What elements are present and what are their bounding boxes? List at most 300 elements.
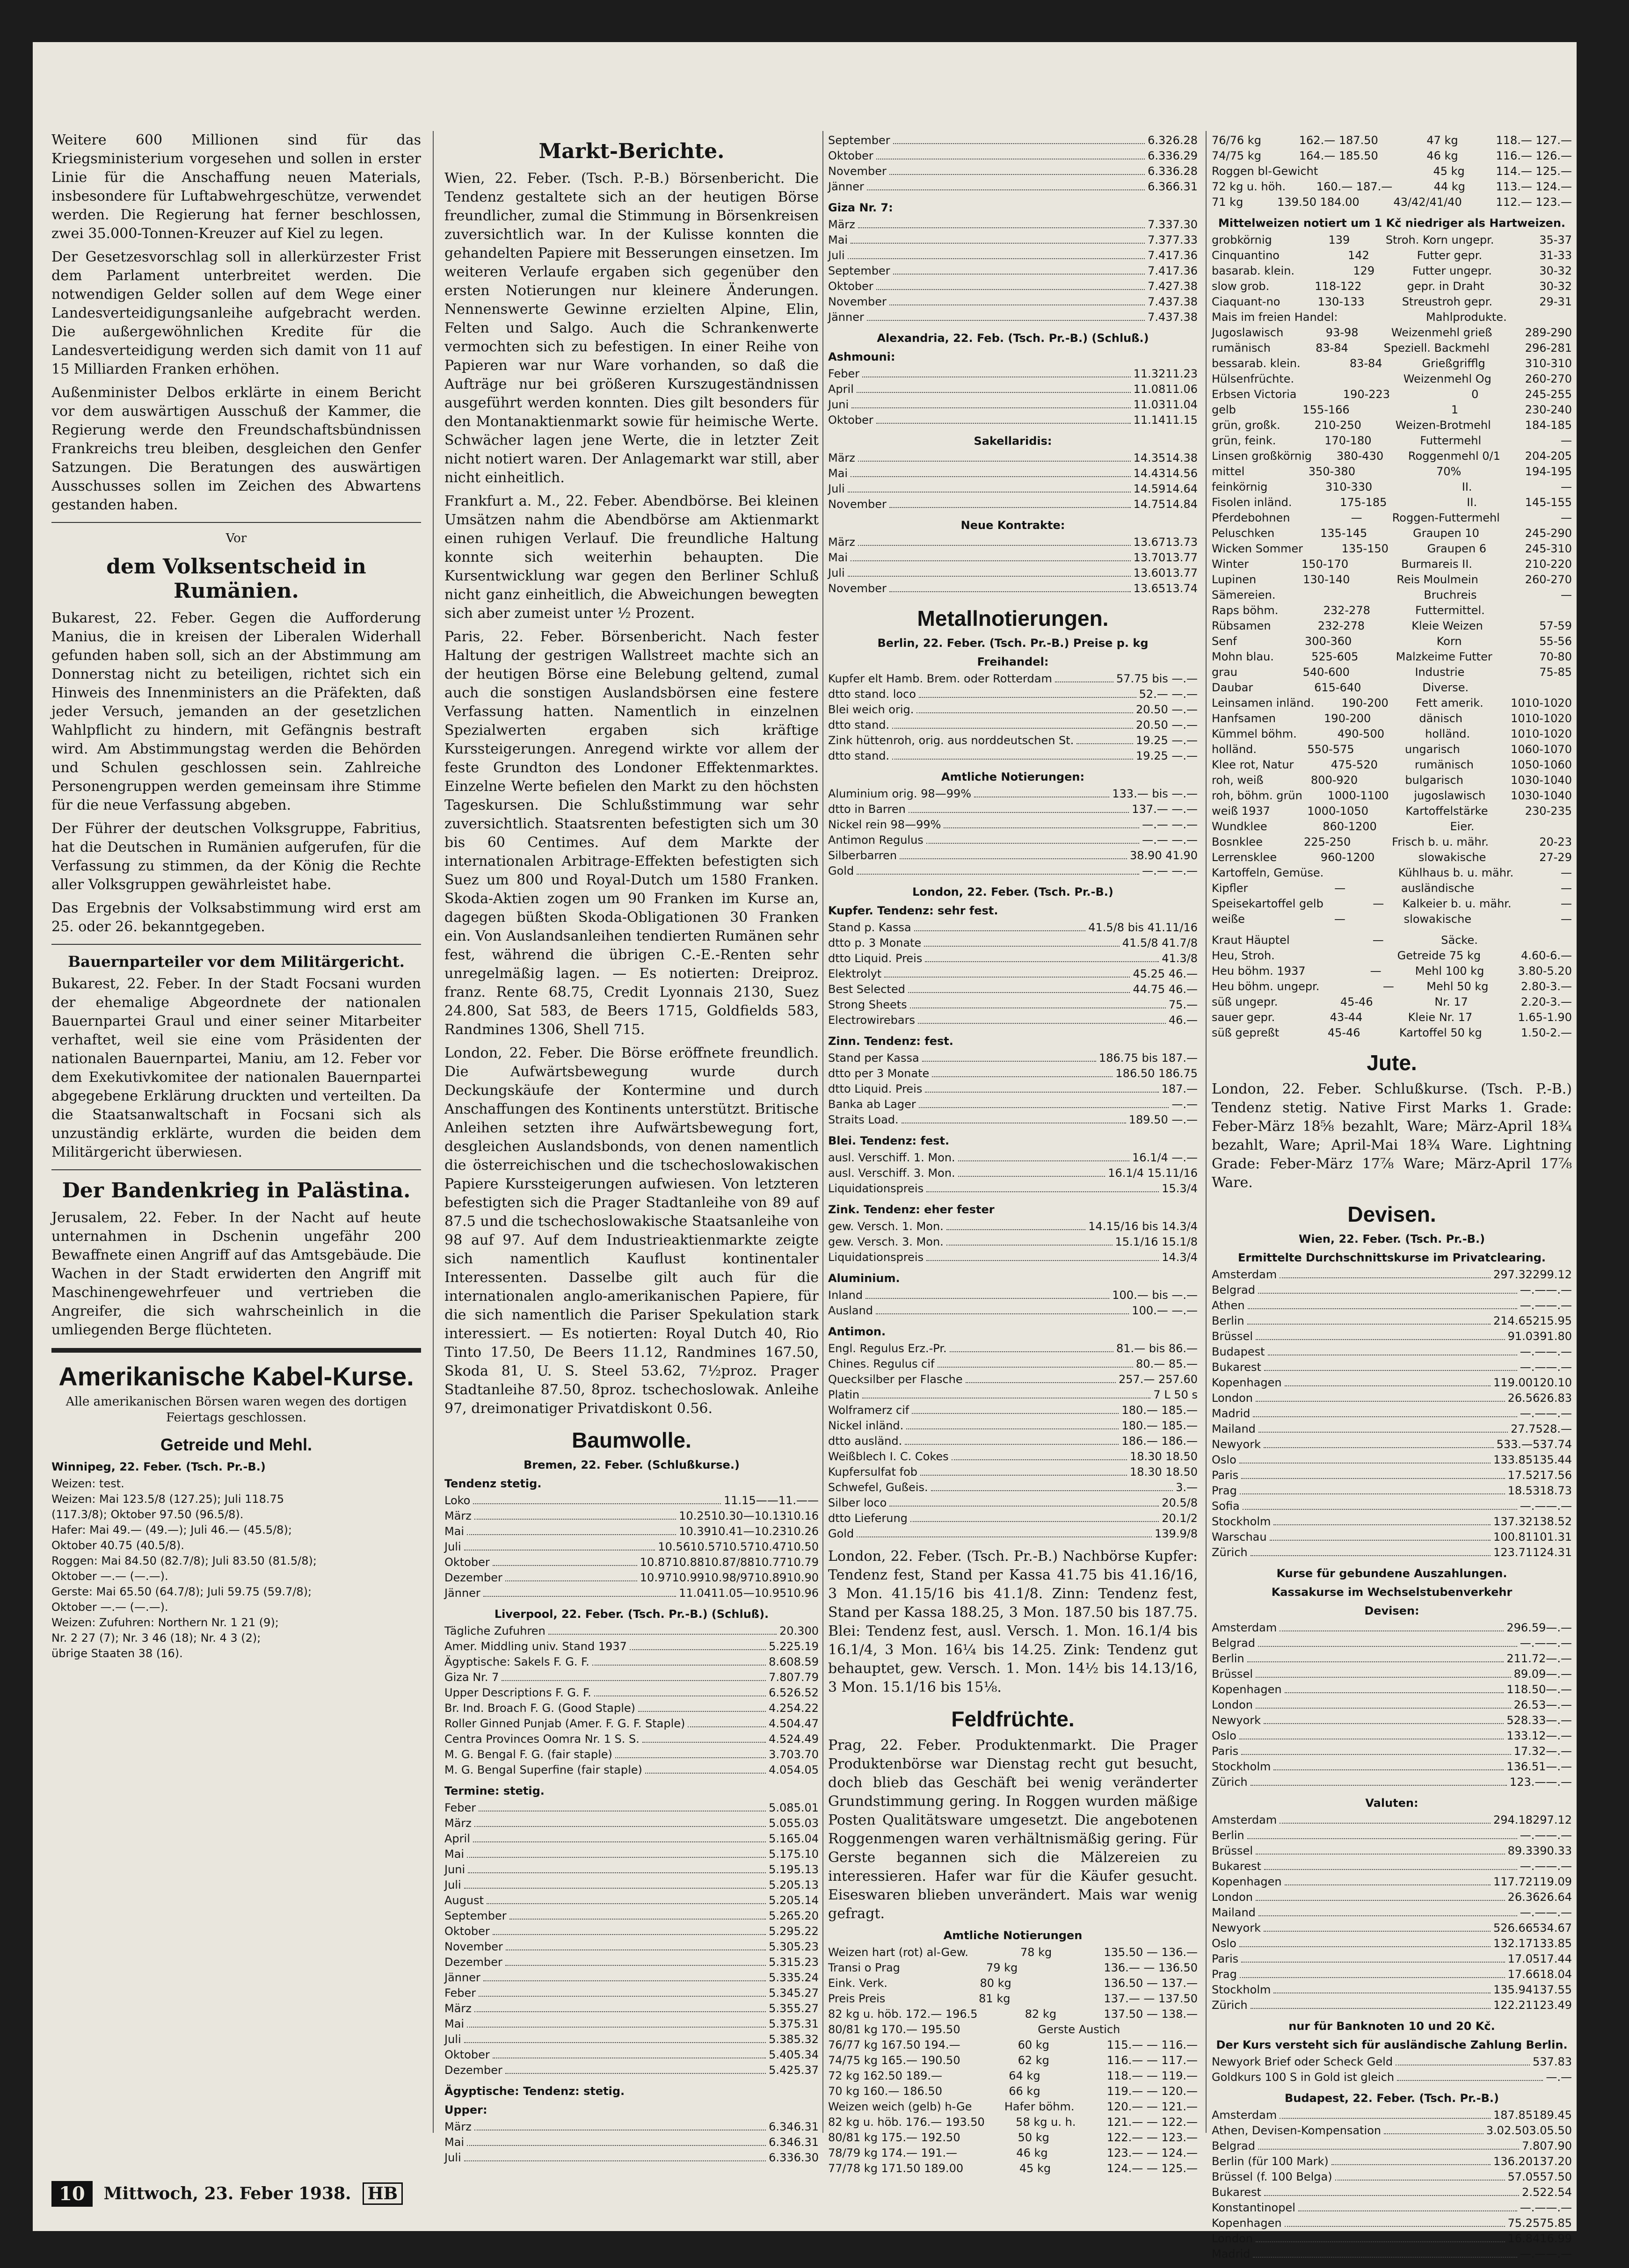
row-value: 70% <box>1436 465 1462 478</box>
table-row <box>1212 896 1572 912</box>
row-label: Weizen: test. <box>51 1477 124 1490</box>
leader-dots <box>638 1701 766 1712</box>
table-row <box>1212 1998 1572 2013</box>
table-row <box>828 966 1198 982</box>
table-row <box>828 671 1198 687</box>
row-label: Dezember <box>444 1571 502 1584</box>
column-politics <box>51 131 421 1667</box>
row-value: 5.20 <box>793 1909 819 1922</box>
row-value: 294.18 <box>1493 1813 1533 1826</box>
leader-dots <box>1268 1344 1517 1355</box>
antimony-head: Antimon. <box>828 1325 886 1338</box>
row-value: 91.80 <box>1540 1330 1572 1343</box>
row-value: 1030-1040 <box>1511 789 1572 802</box>
row-label: Kartoffeln, Gemüse. <box>1212 866 1324 879</box>
row-value: — <box>1560 480 1572 493</box>
table-row <box>828 1219 1198 1234</box>
leader-dots <box>1241 1951 1505 1963</box>
row-value: 3.05.50 <box>1529 2124 1572 2137</box>
cash-rates-sub: Devisen: <box>1364 1604 1419 1617</box>
row-value: 2.80-3.— <box>1520 980 1572 993</box>
table-row <box>828 2161 1198 2176</box>
row-value: Weizenmehl Og <box>1403 372 1491 385</box>
table-row <box>444 1955 819 1970</box>
row-label: Paris <box>1212 1469 1239 1482</box>
row-value: 17.05 <box>1507 1952 1540 1965</box>
row-label: Mai <box>828 233 848 246</box>
leader-dots <box>905 1434 1119 1445</box>
table-row <box>1212 912 1572 927</box>
leader-dots <box>464 1877 766 1889</box>
row-label: Stockholm <box>1212 1760 1271 1773</box>
table-row <box>1212 1874 1572 1890</box>
budapest-head: Budapest, 22. Feber. (Tsch. Pr.-B.) <box>1284 2092 1499 2105</box>
row-value: 289-290 <box>1525 326 1572 339</box>
row-value: 115.— — 116.— <box>1106 2038 1198 2051</box>
leader-dots <box>1280 1620 1504 1631</box>
table-row <box>828 263 1198 279</box>
row-value: 26.83 <box>1540 1391 1572 1405</box>
row-label: Sämereien. <box>1212 588 1276 601</box>
table-row <box>1212 819 1572 834</box>
row-value: — <box>1373 897 1384 910</box>
row-value: 7.33 <box>1148 218 1173 231</box>
row-label: 76/76 kg <box>1212 134 1261 147</box>
row-value: 13.60 <box>1133 566 1166 580</box>
row-label: 77/78 kg 171.50 189.00 <box>828 2162 964 2175</box>
row-label: Ausland <box>828 1304 873 1317</box>
table-row <box>828 1480 1198 1495</box>
row-value: 29-31 <box>1539 295 1572 308</box>
row-value: Kalkeier b. u. mähr. <box>1402 897 1512 910</box>
table-row <box>1212 742 1572 757</box>
row-label: Zürich <box>1212 1999 1248 2012</box>
row-value: Nr. 17 <box>1434 995 1468 1008</box>
row-label: dtto Lieferung <box>828 1512 908 1525</box>
row-label: März <box>444 2002 472 2015</box>
table-row <box>1212 1759 1572 1775</box>
table-row <box>1212 195 1572 210</box>
row-value: 13.65 <box>1133 582 1166 595</box>
liverpool-head: Liverpool, 22. Feber. (Tsch. Pr.-B.) (Schluß). <box>494 1608 769 1621</box>
sakellaridis-head: Sakellaridis: <box>974 435 1052 448</box>
row-value: Frisch b. u. mähr. <box>1392 835 1489 848</box>
leader-dots <box>867 310 1145 321</box>
row-value: — <box>807 1494 819 1507</box>
table-row <box>1212 1620 1572 1636</box>
section-jute: Jute. <box>1367 1051 1417 1075</box>
row-label: Straits Load. <box>828 1113 899 1126</box>
row-value: 10.87 <box>640 1556 672 1569</box>
leader-dots <box>1258 1283 1517 1294</box>
row-value: 27.75 <box>1511 1422 1543 1435</box>
table-row <box>1212 310 1572 325</box>
row-value: 17.52 <box>1507 1469 1540 1482</box>
row-value: Mahlprodukte. <box>1426 311 1507 324</box>
table-row <box>1212 294 1572 310</box>
row-value <box>1530 310 1572 325</box>
row-value: 155-166 <box>1302 403 1350 416</box>
row-value: 225-250 <box>1303 835 1351 848</box>
row-value: 135-145 <box>1320 527 1367 540</box>
row-label: Amsterdam <box>1212 1813 1277 1826</box>
row-label: Lupinen <box>1212 573 1257 586</box>
table-row <box>828 2115 1198 2130</box>
leader-dots <box>1256 1843 1505 1855</box>
leader-dots <box>909 802 1129 813</box>
row-value: 101.31 <box>1533 1530 1572 1543</box>
row-value: —.— <box>1520 1860 1546 1873</box>
egypt-head: Ägyptische: Tendenz: stetig. <box>444 2085 625 2098</box>
row-value: —.— <box>1520 1906 1546 1919</box>
row-value: 245-290 <box>1525 527 1572 540</box>
row-value: 93-98 <box>1325 326 1359 339</box>
cash-rates-head: Kassakurse im Wechselstubenverkehr <box>1271 1586 1513 1599</box>
table-row <box>828 1081 1198 1097</box>
row-label: Cinquantino <box>1212 249 1280 262</box>
row-value: —.— <box>1546 1745 1572 1758</box>
column-products-currency <box>1212 131 1572 2268</box>
antimony-table <box>828 1341 1198 1542</box>
row-label: März <box>444 2120 472 2133</box>
row-value: ausländische <box>1401 882 1475 895</box>
row-value: 5.31 <box>769 1956 794 1969</box>
row-value: —.— <box>1546 1637 1572 1650</box>
table-row <box>444 1908 819 1924</box>
leader-dots <box>1280 1812 1491 1824</box>
row-label: Newyork Brief oder Scheck Geld <box>1212 2055 1393 2068</box>
row-value: 5.01 <box>793 1801 819 1814</box>
row-label: Gold <box>828 864 854 877</box>
row-label: Belgrad <box>1212 1637 1255 1650</box>
table-row <box>828 833 1198 848</box>
row-label: Juli <box>828 249 845 262</box>
article-paragraph: Der Führer der deutschen Volksgruppe, Fabritius, hat die Deutschen in Rumänien aufgerufen, für die Verfassung zu stimmen, da der König die Rechte aller Volksgruppen gewährleistet habe. <box>51 820 421 893</box>
table-row <box>51 1522 421 1538</box>
row-label: Aluminium orig. 98—99% <box>828 787 972 800</box>
row-value: 0 <box>1471 388 1479 401</box>
row-label: Berlin (für 100 Mark) <box>1212 2155 1329 2168</box>
page-footer <box>51 2175 421 2212</box>
row-value: — <box>1560 866 1572 879</box>
row-value: 13.67 <box>1133 536 1166 549</box>
leader-dots <box>932 1066 1113 1077</box>
leader-dots <box>925 1081 1158 1093</box>
row-value: 81 kg <box>979 1992 1011 2005</box>
row-value: 45-46 <box>1327 1026 1360 1039</box>
leader-dots <box>1239 1728 1504 1739</box>
row-value: 245-255 <box>1525 388 1572 401</box>
leader-dots <box>1264 2185 1519 2196</box>
row-value: 310-310 <box>1525 357 1572 370</box>
row-value: 162.— 187.50 <box>1299 134 1378 147</box>
row-label: Juni <box>444 1863 465 1876</box>
leader-dots <box>1253 1406 1517 1417</box>
row-label: Weizen: Mai 123.5/8 (127.25); Juli 118.75 <box>51 1493 284 1506</box>
row-value: 5.32 <box>793 2033 819 2046</box>
table-row <box>1212 649 1572 665</box>
table-row <box>51 1584 421 1600</box>
row-value: 45.25 46.— <box>1133 967 1198 980</box>
table-row <box>1212 263 1572 279</box>
row-label: Oktober <box>828 149 873 162</box>
table-row <box>1212 1982 1572 1998</box>
row-value: 2.54 <box>1547 2186 1572 2199</box>
table-row <box>1212 1697 1572 1713</box>
row-value: 50 kg <box>1018 2131 1049 2144</box>
leader-dots <box>958 1150 1129 1161</box>
row-value: rumänisch <box>1415 758 1474 771</box>
table-row <box>1212 1437 1572 1452</box>
grain-weights-cont <box>1212 133 1572 210</box>
row-value: 14.84 <box>1165 498 1198 511</box>
table-row <box>1212 1010 1572 1025</box>
row-label: ausl. Verschiff. 1. Mon. <box>828 1151 955 1164</box>
table-row <box>51 1538 421 1553</box>
row-label: Oktober <box>444 1556 490 1569</box>
row-label: Brüssel <box>1212 1330 1253 1343</box>
table-row <box>828 2053 1198 2068</box>
leader-dots <box>924 935 1120 947</box>
leader-dots <box>862 366 1130 377</box>
row-label: Madrid <box>1212 2247 1251 2261</box>
leader-dots <box>1251 1545 1491 1556</box>
row-value: 6.34 <box>769 2120 794 2133</box>
row-label: Blei weich orig. <box>828 703 914 716</box>
row-label: Jänner <box>828 311 864 324</box>
table-row <box>1212 2169 1572 2185</box>
row-label: Quecksilber per Flasche <box>828 1373 963 1386</box>
row-value: 184-185 <box>1525 419 1572 432</box>
row-value: 135.94 <box>1493 1983 1533 1996</box>
row-label: Kopenhagen <box>1212 1376 1282 1389</box>
row-value: 46 kg <box>1016 2146 1048 2159</box>
table-row <box>1212 1890 1572 1905</box>
row-label: Jänner <box>828 180 864 193</box>
row-value: —.— <box>1520 1829 1546 1842</box>
leader-dots <box>851 397 1130 408</box>
article-paragraph: Außenminister Delbos erklärte in einem Bericht vor dem auswärtigen Ausschuß der Kammer, die Regierung werde den Freundschaftsbündnissen Frankreichs treu bleiben, desgleichen den Genfer Satzungen. Die Beratungen des auswärtigen Ausschusses sollen im Zeichen des Abwartens gestanden haben. <box>51 384 421 513</box>
row-value: 190-200 <box>1324 712 1371 725</box>
leader-dots <box>1273 1982 1491 1993</box>
row-label: 70 kg 160.— 186.50 <box>828 2085 942 2098</box>
row-value: Säcke. <box>1441 934 1478 947</box>
row-label: Amsterdam <box>1212 1268 1277 1281</box>
row-label: Kipfler <box>1212 882 1248 895</box>
table-row <box>828 817 1198 833</box>
table-row <box>828 2007 1198 2022</box>
row-label: Juli <box>444 2033 461 2046</box>
section-currency: Devisen. <box>1347 1202 1436 1226</box>
row-value: 11.05 <box>711 1587 743 1600</box>
row-value: 62 kg <box>1018 2054 1049 2067</box>
row-value: 4.52 <box>769 1732 794 1746</box>
row-value: Futter ungepr. <box>1412 264 1492 277</box>
table-row <box>444 2001 819 2016</box>
leader-dots <box>889 1495 1159 1507</box>
row-label: Feber <box>444 1986 476 2000</box>
row-value: —.— <box>1520 2247 1546 2261</box>
row-value: 380-430 <box>1336 449 1384 463</box>
row-value: 20.5/8 <box>1162 1496 1198 1509</box>
leader-dots <box>464 1539 655 1551</box>
row-value: 7.90 <box>1547 2139 1572 2152</box>
row-value: 7.36 <box>1172 249 1198 262</box>
row-value: 10.88 <box>672 1556 705 1569</box>
row-label: Stockholm <box>1212 1515 1271 1528</box>
row-value: 11.— <box>778 1494 807 1507</box>
row-value: 123.— — 124.— <box>1106 2146 1198 2159</box>
row-label: Silber loco <box>828 1496 887 1509</box>
row-label: Jugoslawisch <box>1212 326 1284 339</box>
table-row <box>1212 979 1572 994</box>
termine-head: Termine: stetig. <box>444 1784 545 1797</box>
table-row <box>828 717 1198 733</box>
table-row <box>1212 371 1572 387</box>
row-value: 135-150 <box>1341 542 1389 555</box>
row-value: 91.03 <box>1507 1330 1540 1343</box>
row-value: 4.25 <box>769 1702 794 1715</box>
liverpool-table <box>444 1623 819 1778</box>
row-value: II. <box>1467 496 1477 509</box>
row-value: 5.20 <box>769 1878 794 1891</box>
leader-dots <box>506 1939 766 1950</box>
table-row <box>828 848 1198 863</box>
table-row <box>828 310 1198 325</box>
row-value: 7.38 <box>1172 311 1198 324</box>
table-row <box>828 550 1198 565</box>
table-row <box>1212 1344 1572 1360</box>
row-value: Kartoffelstärke <box>1405 804 1488 818</box>
row-label: Oktober <box>444 1925 490 1938</box>
row-label: 82 kg u. höb. 176.— 193.50 <box>828 2116 985 2129</box>
row-label: Ägyptische: Sakels F. G. F. <box>444 1655 589 1668</box>
row-value: 5.16 <box>769 1832 794 1845</box>
table-row <box>1212 1360 1572 1375</box>
leader-dots <box>916 702 1133 713</box>
table-row <box>1212 1667 1572 1682</box>
row-label: Br. Ind. Broach F. G. (Good Staple) <box>444 1702 636 1715</box>
tin-table <box>828 1051 1198 1128</box>
table-row <box>1212 1682 1572 1697</box>
table-row <box>1212 464 1572 479</box>
row-value: 57.05 <box>1507 2170 1540 2183</box>
table-row <box>1212 1843 1572 1859</box>
table-row <box>444 1493 819 1508</box>
leader-dots <box>1331 2154 1491 2165</box>
row-label: Roggen: Mai 84.50 (82.7/8); Juli 83.50 (81.5/8); <box>51 1554 317 1567</box>
row-value: 5.30 <box>769 1940 794 1953</box>
row-value: 136.20 <box>1493 2155 1533 2168</box>
table-row <box>444 2135 819 2150</box>
leader-dots <box>1273 1514 1491 1525</box>
london-metal-head: London, 22. Feber. (Tsch. Pr.-B.) <box>912 885 1113 899</box>
leader-dots <box>858 217 1145 228</box>
row-value: 230-235 <box>1525 804 1572 818</box>
row-value: 82 kg <box>1025 2007 1057 2021</box>
row-value: 3.80-5.20 <box>1518 964 1572 978</box>
row-value: 5.22 <box>793 1925 819 1938</box>
lead-head: Blei. Tendenz: fest. <box>828 1134 950 1147</box>
table-row <box>828 413 1198 428</box>
row-value: Graupen 6 <box>1427 542 1487 555</box>
row-value: 122.— — 123.— <box>1106 2131 1198 2144</box>
leader-dots <box>876 1303 1129 1314</box>
row-label: Linsen großkörnig <box>1212 449 1312 463</box>
row-value: 137.32 <box>1493 1515 1533 1528</box>
row-value: 211.72 <box>1506 1652 1546 1665</box>
row-value: 7.38 <box>1172 280 1198 293</box>
row-label: Brüssel <box>1212 1844 1253 1857</box>
row-label: Zürich <box>1212 1775 1248 1789</box>
row-label: April <box>828 383 854 396</box>
row-label: Paris <box>1212 1745 1239 1758</box>
row-label: London <box>1212 2232 1253 2245</box>
row-label: 74/75 kg <box>1212 149 1261 162</box>
row-label: Winter <box>1212 558 1249 571</box>
table-row <box>1212 1936 1572 1951</box>
row-value: 11.15 <box>1165 413 1198 427</box>
table-row <box>828 1372 1198 1387</box>
table-row <box>828 1945 1198 1960</box>
table-row <box>1212 2200 1572 2216</box>
row-value: 6.29 <box>1172 149 1198 162</box>
table-row <box>444 1862 819 1877</box>
leader-dots <box>479 1985 766 1997</box>
row-value: 210-250 <box>1314 419 1361 432</box>
row-label: September <box>444 1909 507 1922</box>
leader-dots <box>1256 1890 1505 1901</box>
row-label: grobkörnig <box>1212 233 1272 246</box>
row-value: 5.03 <box>793 1817 819 1830</box>
row-value: Eier. <box>1450 820 1475 833</box>
row-value: 20.50 —.— <box>1136 718 1198 732</box>
leader-dots <box>630 1639 766 1650</box>
row-value: 230-240 <box>1525 403 1572 416</box>
row-label: London <box>1212 1891 1253 1904</box>
leader-dots <box>919 687 1136 698</box>
valuten-note: nur für Banknoten 10 und 20 Kč. <box>1288 2020 1495 2033</box>
row-label: Platin <box>828 1388 860 1401</box>
row-value: 5.35 <box>769 2002 794 2015</box>
row-value: 81.— bis 86.— <box>1116 1342 1198 1355</box>
table-row <box>828 997 1198 1013</box>
row-value: 14.35 <box>1133 451 1166 464</box>
leader-dots <box>1241 1468 1505 1479</box>
copper-table <box>828 920 1198 1028</box>
row-value: 100.81 <box>1493 1530 1533 1543</box>
row-label: Amer. Middling univ. Stand 1937 <box>444 1640 627 1653</box>
row-label: März <box>444 1817 472 1830</box>
row-value: 133.12 <box>1506 1729 1546 1742</box>
row-label: Stockholm <box>1212 1983 1271 1996</box>
leader-dots <box>1247 1651 1504 1662</box>
table-row <box>828 1234 1198 1250</box>
leader-dots <box>851 466 1130 477</box>
aluminium-table <box>828 1288 1198 1319</box>
row-value: 5.10 <box>793 1848 819 1861</box>
table-row <box>444 1555 819 1570</box>
table-row <box>1212 148 1572 164</box>
column-rule <box>822 131 823 2133</box>
leader-dots <box>893 263 1145 275</box>
table-row <box>1212 1920 1572 1936</box>
article-paragraph: Das Ergebnis der Volksabstimmung wird erst am 25. oder 26. bekanntgegeben. <box>51 900 421 935</box>
row-value: 800-920 <box>1310 774 1358 787</box>
row-value: 66 kg <box>1009 2085 1040 2098</box>
row-value: 83-84 <box>1349 357 1382 370</box>
row-label: Juli <box>444 1878 461 1891</box>
